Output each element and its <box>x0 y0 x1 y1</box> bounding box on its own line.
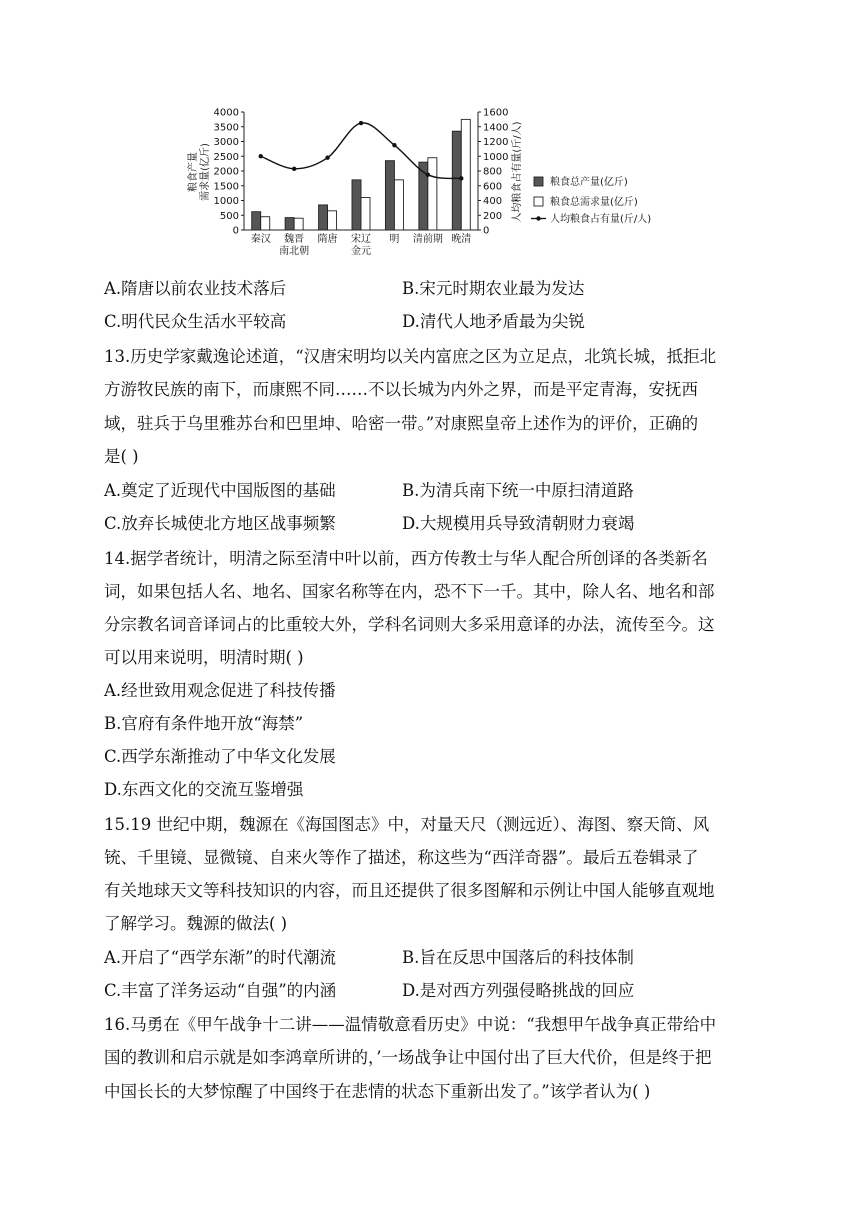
text-line: C.丰富了洋务运动“自强”的内涵 <box>104 981 337 1000</box>
text-line: 15.19 世纪中期，魏源在《海国图志》中，对量天尺（测远近）、海图、察天筒、风 <box>104 815 710 834</box>
x-tick-label: 南北朝 <box>279 246 310 257</box>
y-right-tick-label: 600 <box>483 181 503 193</box>
line-point <box>325 156 329 160</box>
grain-chart <box>186 100 676 268</box>
text-line: 14.据学者统计，明清之际至清中叶以前，西方传教士与华人配合所创译的各类新名 <box>104 549 708 568</box>
text-line: D.东西文化的交流互鉴增强 <box>104 780 304 799</box>
text-line: 可以用来说明，明清时期( ) <box>104 648 304 667</box>
y-left-tick-label: 2500 <box>213 151 239 163</box>
y-right-tick-label: 1000 <box>483 151 509 163</box>
y-right-tick-label: 200 <box>483 210 503 222</box>
legend-swatch <box>534 197 543 206</box>
x-tick-label: 秦汉 <box>250 234 271 245</box>
bar <box>428 158 437 230</box>
y-left-tick-label: 500 <box>219 210 239 222</box>
y-right-tick-label: 1200 <box>483 137 509 148</box>
x-tick-label: 隋唐 <box>317 234 338 245</box>
text-line: C.放弃长城使北方地区战事频繁 <box>104 514 336 533</box>
text-line: 是( ) <box>104 447 139 466</box>
legend-point <box>536 216 540 220</box>
text-line: D.大规模用兵导致清朝财力衰竭 <box>402 514 635 533</box>
y-left-tick-label: 3500 <box>213 122 239 134</box>
x-tick-label: 魏晋 <box>284 234 305 245</box>
text-line: D.清代人地矛盾最为尖锐 <box>402 312 585 331</box>
line-point <box>292 167 296 171</box>
line-point <box>392 143 396 147</box>
x-tick-label: 晚清 <box>451 234 472 245</box>
text-line: D.是对西方列强侵略挑战的回应 <box>402 981 635 1000</box>
y-left-tick-label: 1000 <box>213 196 239 207</box>
text-line: B.旨在反思中国落后的科技体制 <box>402 948 634 967</box>
text-line: 有关地球天文等科技知识的内容，而且还提供了很多图解和示例让中国人能够直观地 <box>104 881 715 900</box>
text-line: C.明代民众生活水平较高 <box>104 312 287 331</box>
y-right-tick-label: 400 <box>483 196 503 207</box>
text-line: C.西学东渐推动了中华文化发展 <box>104 747 336 766</box>
text-line: 分宗教名词音译词占的比重较大外，学科名词则大多采用意译的办法，流传至今。这 <box>104 615 715 634</box>
text-line: 16.马勇在《甲午战争十二讲——温情敬意看历史》中说：“我想甲午战争真正带给中 <box>104 1015 717 1034</box>
bar <box>252 212 261 230</box>
legend-label: 粮食总产量(亿斤) <box>550 177 628 188</box>
bar <box>394 180 403 230</box>
bar <box>452 131 461 230</box>
y-right-tick-label: 1400 <box>483 122 509 134</box>
bar <box>261 217 270 230</box>
y-left-tick-label: 3000 <box>213 137 239 148</box>
bar <box>285 218 294 230</box>
line-point <box>259 154 263 158</box>
text-line: 国的教训和启示就是如李鸿章所讲的，’一场战争让中国付出了巨大代价，但是终于把 <box>104 1048 712 1067</box>
legend-swatch <box>534 177 543 186</box>
y-left-tick-label: 0 <box>232 225 239 237</box>
text-line: A.经世致用观念促进了科技传播 <box>104 681 336 700</box>
y-right-tick-label: 0 <box>483 225 490 237</box>
line-point <box>426 172 430 176</box>
bar <box>319 205 328 230</box>
x-tick-label: 明 <box>389 234 400 245</box>
legend-label: 人均粮食占有量(斤/人) <box>550 214 652 225</box>
text-line: 词，如果包括人名、地名、国家名称等在内，恐不下一千。其中，除人名、地名和部 <box>104 582 715 601</box>
text-line: 铳、千里镜、显微镜、自来火等作了描述，称这些为“西洋奇器”。最后五卷辑录了 <box>104 848 699 867</box>
y-left-tick-label: 1500 <box>213 181 239 193</box>
legend-label: 粮食总需求量(亿斤) <box>550 197 638 208</box>
y-left-axis-title: 需求量(亿斤) <box>200 143 211 201</box>
text-line: A.开启了“西学东渐”的时代潮流 <box>104 948 337 967</box>
text-line: A.隋唐以前农业技术落后 <box>104 279 287 298</box>
bar <box>385 161 394 230</box>
text-line: 了解学习。魏源的做法( ) <box>104 914 288 933</box>
x-tick-label: 宋辽 <box>351 234 371 245</box>
x-tick-label: 清前期 <box>412 234 443 245</box>
y-left-tick-label: 2000 <box>213 166 239 178</box>
bar <box>328 211 337 230</box>
text-line: 方游牧民族的南下，而康熙不同……不以长城为内外之界，而是平定青海，安抚西 <box>104 380 698 399</box>
y-right-tick-label: 800 <box>483 166 503 178</box>
bar <box>361 198 370 230</box>
text-line: B.为清兵南下统一中原扫清道路 <box>402 481 634 500</box>
text-line: B.宋元时期农业最为发达 <box>402 279 585 298</box>
y-left-tick-label: 4000 <box>213 107 239 119</box>
x-tick-label: 金元 <box>351 246 371 257</box>
y-right-axis-title: 人均粮食占有量(斤/人) <box>512 121 523 223</box>
y-left-axis-title: 粮食产量 <box>188 152 199 192</box>
text-line: 域，驻兵于乌里雅苏台和巴里坤、哈密一带。”对康熙皇帝上述作为的评价，正确的 <box>104 414 699 433</box>
y-right-tick-label: 1600 <box>483 107 509 119</box>
line-point <box>359 121 363 125</box>
text-line: 中国长长的大梦惊醒了中国终于在悲情的状态下重新出发了。”该学者认为( ) <box>104 1082 651 1101</box>
line-point <box>459 176 463 180</box>
text-line: 13.历史学家戴逸论述道，“汉唐宋明均以关内富庶之区为立足点，北筑长城，抵拒北 <box>104 347 717 366</box>
bar <box>294 218 303 230</box>
bar <box>352 180 361 230</box>
bar <box>461 119 470 230</box>
text-line: A.奠定了近现代中国版图的基础 <box>104 481 336 500</box>
text-line: B.官府有条件地开放“海禁” <box>104 714 304 733</box>
